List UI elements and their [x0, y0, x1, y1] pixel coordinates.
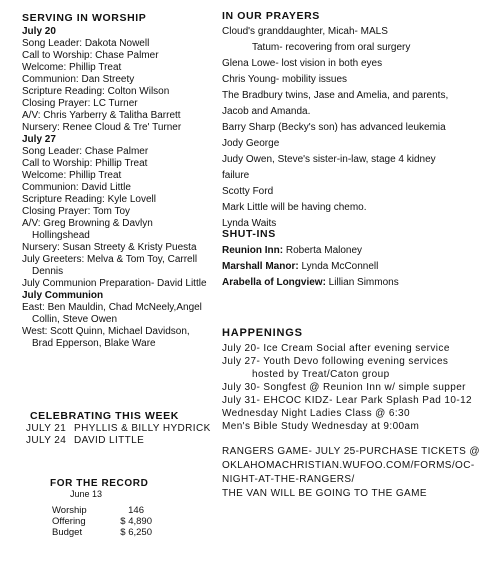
communion-heading: July Communion	[22, 290, 104, 301]
record-date: June 13	[70, 489, 103, 499]
record-value: 146	[128, 505, 144, 516]
list-item: Tatum- recovering from oral surgery	[252, 42, 411, 53]
celebration-date: JULY 21	[26, 423, 67, 434]
notice-line: RANGERS GAME- JULY 25-PURCHASE TICKETS @	[222, 446, 480, 457]
list-item: Hollingshead	[32, 230, 90, 241]
list-item: July Greeters: Melva & Tom Toy, Carrell	[22, 254, 198, 265]
list-item: Brad Epperson, Blake Ware	[32, 338, 156, 349]
shutins-heading: SHUT-INS	[222, 228, 276, 240]
table-row	[52, 516, 152, 527]
shutin-name: Roberta Maloney	[283, 245, 363, 256]
list-item: A/V: Chris Yarberry & Talitha Barrett	[22, 110, 181, 121]
happenings-heading: HAPPENINGS	[222, 327, 303, 339]
record-table	[52, 505, 152, 538]
rangers-notice	[222, 445, 480, 501]
list-item: failure	[222, 170, 250, 181]
list-item: Glena Lowe- lost vision in both eyes	[222, 58, 383, 69]
list-item	[222, 275, 399, 291]
list-item: Scotty Ford	[222, 186, 274, 197]
shutin-name: Lillian Simmons	[325, 277, 399, 288]
list-item: Mark Little will be having chemo.	[222, 202, 367, 213]
list-item: Nursery: Susan Streety & Kristy Puesta	[22, 242, 197, 253]
prayers-heading: IN OUR PRAYERS	[222, 10, 320, 22]
list-item: July 31- EHCOC KIDZ- Lear Park Splash Pad 10-12	[222, 395, 473, 406]
table-row	[52, 527, 152, 538]
record-value: $ 4,890	[120, 516, 152, 527]
list-item	[222, 259, 399, 275]
list-item: East: Ben Mauldin, Chad McNeely,Angel	[22, 302, 202, 313]
list-item: Barry Sharp (Becky's son) has advanced leukemia	[222, 122, 446, 133]
list-item: Wednesday Night Ladies Class @ 6:30	[222, 408, 410, 419]
record-label: Budget	[52, 527, 83, 538]
list-item: Collin, Steve Owen	[32, 314, 118, 325]
list-item: July Communion Preparation- David Little	[22, 278, 207, 289]
shutins-list	[222, 243, 399, 291]
table-row	[52, 505, 152, 516]
list-item: Chris Young- mobility issues	[222, 74, 348, 85]
list-item: Welcome: Phillip Treat	[22, 170, 122, 181]
list-item: Lynda Waits	[222, 218, 277, 229]
celebrating-heading: CELEBRATING THIS WEEK	[30, 410, 179, 422]
happenings-list	[222, 342, 472, 433]
notice-line: OKLAHOMACHRISTIAN.WUFOO.COM/FORMS/OC-	[222, 460, 475, 471]
list-item: Dennis	[32, 266, 64, 277]
list-item	[222, 243, 399, 259]
list-item: Scripture Reading: Kyle Lovell	[22, 194, 156, 205]
celebration-names: DAVID LITTLE	[74, 435, 145, 446]
list-item: Call to Worship: Phillip Treat	[22, 158, 148, 169]
list-item: Communion: David Little	[22, 182, 131, 193]
list-item: Song Leader: Dakota Nowell	[22, 38, 150, 49]
table-row	[26, 423, 211, 435]
notice-line: THE VAN WILL BE GOING TO THE GAME	[222, 488, 427, 499]
serving-heading: SERVING IN WORSHIP	[22, 12, 147, 24]
list-item: hosted by Treat/Caton group	[252, 369, 390, 380]
table-row	[26, 435, 211, 447]
list-item: Call to Worship: Chase Palmer	[22, 50, 159, 61]
list-item: A/V: Greg Browning & Davlyn	[22, 218, 153, 229]
list-item: West: Scott Quinn, Michael Davidson,	[22, 326, 190, 337]
record-label: Worship	[52, 505, 87, 516]
july20-list	[22, 38, 181, 134]
list-item: Communion: Dan Streety	[22, 74, 135, 85]
list-item: The Bradbury twins, Jase and Amelia, and parents,	[222, 90, 449, 101]
list-item: Nursery: Renee Cloud & Tre' Turner	[22, 122, 182, 133]
list-item: Jody George	[222, 138, 280, 149]
shutin-place: Arabella of Longview:	[222, 277, 326, 288]
celebrating-list	[26, 423, 211, 447]
list-item: Men's Bible Study Wednesday at 9:00am	[222, 421, 420, 432]
list-item: Song Leader: Chase Palmer	[22, 146, 149, 157]
record-value: $ 6,250	[120, 527, 152, 538]
list-item: July 20- Ice Cream Social after evening service	[222, 343, 450, 354]
communion-list	[22, 302, 202, 350]
july27-list	[22, 146, 207, 290]
prayers-list	[222, 24, 448, 232]
list-item: Welcome: Phillip Treat	[22, 62, 122, 73]
shutin-place: Marshall Manor:	[222, 261, 299, 272]
notice-line: NIGHT-AT-THE-RANGERS/	[222, 474, 355, 485]
celebration-date: JULY 24	[26, 435, 67, 446]
list-item: Closing Prayer: Tom Toy	[22, 206, 131, 217]
record-heading: FOR THE RECORD	[50, 478, 149, 489]
list-item: Judy Owen, Steve's sister-in-law, stage 4 kidney	[222, 154, 436, 165]
list-item: Jacob and Amanda.	[222, 106, 311, 117]
list-item: Closing Prayer: LC Turner	[22, 98, 138, 109]
shutin-name: Lynda McConnell	[298, 261, 379, 272]
shutin-place: Reunion Inn:	[222, 245, 284, 256]
list-item: July 27- Youth Devo following evening services	[222, 356, 449, 367]
july20-date: July 20	[22, 26, 56, 37]
list-item: Cloud's granddaughter, Micah- MALS	[222, 26, 388, 37]
list-item: Scripture Reading: Colton Wilson	[22, 86, 170, 97]
july27-date: July 27	[22, 134, 56, 145]
record-label: Offering	[52, 516, 86, 527]
celebration-names: PHYLLIS & BILLY HYDRICK	[74, 423, 211, 434]
list-item: July 30- Songfest @ Reunion Inn w/ simple supper	[222, 382, 466, 393]
